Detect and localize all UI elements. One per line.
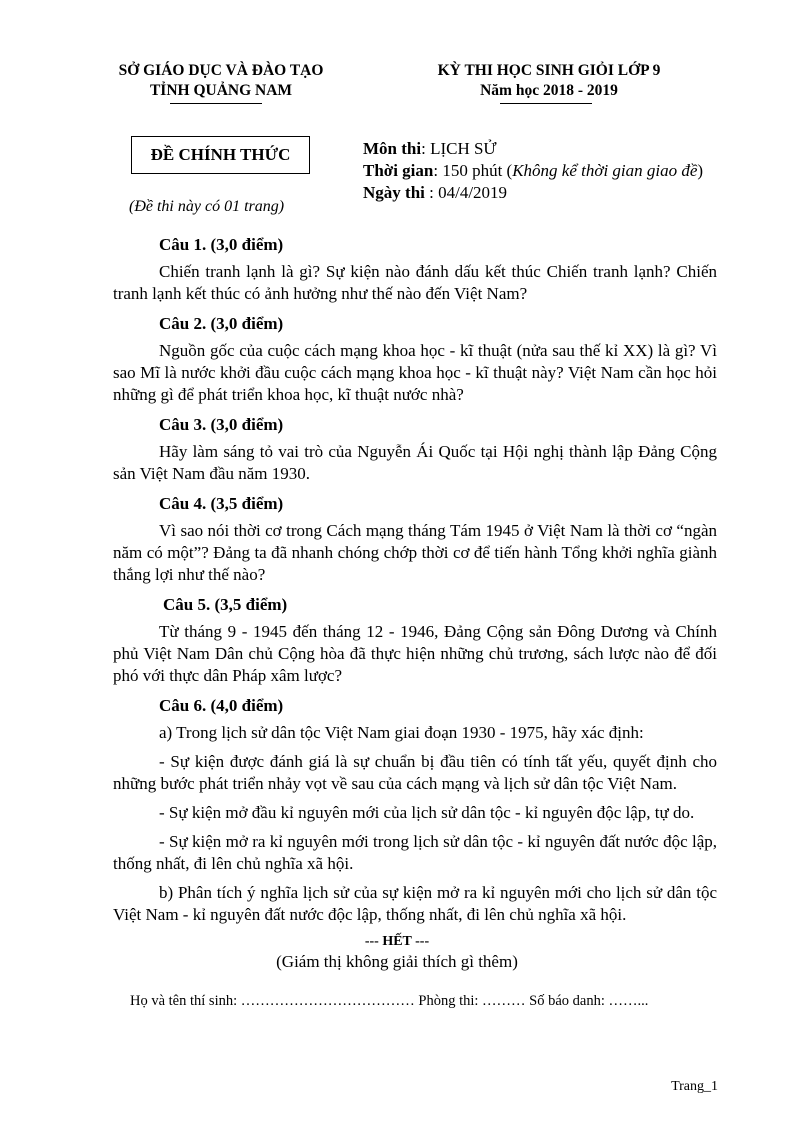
question-heading: Câu 5. (3,5 điểm) [163, 595, 288, 614]
question-text: Nguồn gốc của cuộc cách mạng khoa học - kĩ thuật (nửa sau thế kỉ XX) là gì? Vì sao Mĩ là nước khởi đầu cuộc cách mạng khoa học - kĩ thuật này? Việt Nam cần học hỏi những gì để phát triển khoa học, kĩ thuật nước nhà? [113, 341, 717, 404]
official-exam-box: ĐỀ CHÍNH THỨC [131, 136, 310, 174]
question-3 [113, 414, 717, 485]
page-number: Trang_1 [671, 1079, 718, 1094]
date-line [363, 182, 507, 204]
question-6 [113, 695, 717, 926]
question-heading: Câu 1. (3,0 điểm) [159, 235, 284, 254]
time-line [363, 160, 703, 182]
date-value: : 04/4/2019 [424, 183, 508, 202]
time-note: Không kể thời gian giao đề [512, 161, 698, 180]
question-5 [113, 594, 717, 687]
end-marker: --- HẾT --- [364, 934, 430, 949]
subject-line [363, 138, 497, 160]
question-text: - Sự kiện được đánh giá là sự chuẩn bị đầu tiên có tính tất yếu, quyết định cho những bước phát triển nhảy vọt về sau của cách mạng và lịch sử dân tộc Việt Nam. [113, 752, 717, 793]
question-text: - Sự kiện mở đầu kỉ nguyên mới của lịch sử dân tộc - kỉ nguyên độc lập, tự do. [159, 803, 695, 822]
province-name: TỈNH QUẢNG NAM [149, 82, 293, 99]
province-underline [170, 103, 262, 104]
date-label: Ngày thi [363, 183, 425, 202]
question-text: Từ tháng 9 - 1945 đến tháng 12 - 1946, Đảng Cộng sản Đông Dương và Chính phủ Việt Nam Dân chủ Cộng hòa đã thực hiện những chủ trương, sách lược nào để đối phó với thực dân Pháp xâm lược? [113, 622, 717, 685]
question-heading: Câu 4. (3,5 điểm) [159, 494, 284, 513]
exam-title: KỲ THI HỌC SINH GIỎI LỚP 9 [437, 62, 661, 79]
question-1 [113, 234, 717, 305]
question-text: Vì sao nói thời cơ trong Cách mạng tháng Tám 1945 ở Việt Nam là thời cơ “ngàn năm có một”? Đảng ta đã nhanh chóng chớp thời cơ để tiến hành Tổng khởi nghĩa giành thắng lợi như thế nào? [113, 521, 717, 584]
question-text: b) Phân tích ý nghĩa lịch sử của sự kiện mở ra kỉ nguyên mới cho lịch sử dân tộc Việt Nam - kỉ nguyên đất nước độc lập, thống nhất, đi lên chủ nghĩa xã hội. [113, 883, 717, 924]
page-count-note: (Đề thi này có 01 trang) [129, 198, 285, 215]
subject-value: : LỊCH SỬ [421, 139, 497, 158]
question-text: Hãy làm sáng tỏ vai trò của Nguyễn Ái Quốc tại Hội nghị thành lập Đảng Cộng sản Việt Nam đầu năm 1930. [113, 442, 717, 483]
question-heading: Câu 3. (3,0 điểm) [159, 415, 284, 434]
question-list [113, 234, 717, 934]
question-2 [113, 313, 717, 406]
time-value: : 150 phút ( [433, 161, 513, 180]
candidate-info-line: Họ và tên thí sinh: ……………………………… Phòng thi: ……… Số báo danh: ……... [130, 993, 649, 1009]
question-heading: Câu 6. (4,0 điểm) [159, 696, 284, 715]
question-heading: Câu 2. (3,0 điểm) [159, 314, 284, 333]
department-name: SỞ GIÁO DỤC VÀ ĐÀO TẠO [118, 62, 324, 79]
time-close: ) [697, 161, 704, 180]
question-text: Chiến tranh lạnh là gì? Sự kiện nào đánh dấu kết thúc Chiến tranh lạnh? Chiến tranh lạnh kết thúc có ảnh hưởng như thế nào đến Việt Nam? [113, 262, 717, 303]
subject-label: Môn thi [363, 139, 422, 158]
end-note: (Giám thị không giải thích gì thêm) [276, 952, 518, 971]
school-year: Năm học 2018 - 2019 [480, 82, 618, 99]
time-label: Thời gian [363, 161, 434, 180]
question-text: a) Trong lịch sử dân tộc Việt Nam giai đoạn 1930 - 1975, hãy xác định: [159, 723, 644, 742]
question-4 [113, 493, 717, 586]
question-text: - Sự kiện mở ra kỉ nguyên mới trong lịch sử dân tộc - kỉ nguyên đất nước độc lập, thống nhất, đi lên chủ nghĩa xã hội. [113, 832, 717, 873]
school-year-underline [500, 103, 592, 104]
